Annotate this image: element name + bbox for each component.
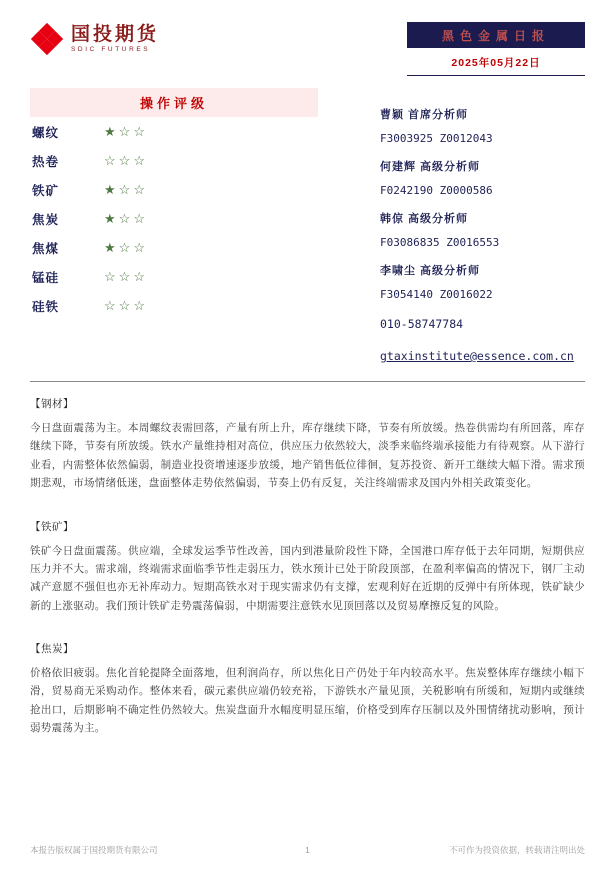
star-empty-icon: ☆ xyxy=(104,269,119,284)
report-title: 黑色金属日报 xyxy=(407,22,585,48)
header xyxy=(30,22,585,76)
star-empty-icon: ☆ xyxy=(118,124,134,139)
analyst-entry xyxy=(380,106,585,145)
section-body: 今日盘面震荡为主。本周螺纹表需回落，产量有所上升，库存继续下降，节奏有所放缓。热卷供需均有所回落，库存继续下降，节奏有所放缓。铁水产量维持相对高位，供应压力依然较大，淡季来临终端承接能力有待观察。从下游行业看，内需整体依然偏弱，制造业投资增速逐步放缓，地产销售低位徘徊，复苏投资、新开工继续大幅下滑。需求预期悲观，市场情绪低迷，盘面整体走势依然偏弱，节奏上仍有反复，关注终端需求及国内外相关政策变化。 xyxy=(30,422,585,490)
report-date: 2025年05月22日 xyxy=(407,48,585,76)
star-empty-icon: ☆ xyxy=(133,124,148,139)
report-section-coke xyxy=(30,641,585,738)
star-empty-icon: ☆ xyxy=(133,269,148,284)
star-empty-icon: ☆ xyxy=(118,240,134,255)
brand-name: 国投期货 xyxy=(71,23,160,45)
brand xyxy=(30,22,159,56)
ratings-panel xyxy=(30,88,318,365)
star-empty-icon: ☆ xyxy=(104,298,119,313)
rating-row xyxy=(30,233,318,262)
star-empty-icon: ☆ xyxy=(133,153,148,168)
star-filled-icon: ★ xyxy=(104,240,119,255)
analyst-codes: F03086835 Z0016553 xyxy=(380,236,500,249)
section-title: 【钢材】 xyxy=(30,398,74,410)
rating-stars xyxy=(104,241,148,254)
analyst-codes: F3003925 Z0012043 xyxy=(380,132,493,145)
report-section-iron-ore xyxy=(30,519,585,616)
rating-row xyxy=(30,204,318,233)
rating-product-name: 铁矿 xyxy=(32,183,60,198)
star-empty-icon: ☆ xyxy=(133,298,148,313)
section-body: 价格依旧疲弱。焦化首轮提降全面落地，但利润尚存，所以焦化日产仍处于年内较高水平。焦炭整体库存继续小幅下滑，贸易商无采购动作。整体来看，碳元素供应端仍较充裕，下游铁水产量见顶，关税影响有所缓和，短期内或继续抢出口，后期影响不确定性仍然较大。焦炭盘面升水幅度明显压缩，价格受到库存压制以及外围情绪扰动影响，预计弱势震荡为主。 xyxy=(30,667,585,735)
star-empty-icon: ☆ xyxy=(118,182,134,197)
report-section-steel xyxy=(30,396,585,493)
analyst-entry xyxy=(380,158,585,197)
star-filled-icon: ★ xyxy=(104,124,119,139)
footer xyxy=(30,844,585,856)
star-filled-icon: ★ xyxy=(104,211,119,226)
rating-stars xyxy=(104,212,148,225)
analyst-name: 李啸尘 高级分析师 xyxy=(380,265,481,277)
analyst-codes: F3054140 Z0016022 xyxy=(380,288,493,301)
rating-product-name: 锰硅 xyxy=(32,270,60,285)
rating-row xyxy=(30,262,318,291)
analyst-entry xyxy=(380,210,585,249)
star-empty-icon: ☆ xyxy=(118,269,134,284)
rating-product-name: 焦炭 xyxy=(32,212,60,227)
brand-logo-icon xyxy=(30,22,64,56)
star-empty-icon: ☆ xyxy=(133,240,148,255)
star-empty-icon: ☆ xyxy=(118,298,134,313)
analyst-name: 曹颖 首席分析师 xyxy=(380,109,469,121)
ratings-title: 操作评级 xyxy=(30,88,318,117)
brand-subtitle: SDIC FUTURES xyxy=(71,46,151,54)
contact-email-link[interactable]: gtaxinstitute@essence.com.cn xyxy=(380,349,574,363)
rating-row xyxy=(30,117,318,146)
rating-row xyxy=(30,146,318,175)
section-title: 【焦炭】 xyxy=(30,643,74,655)
rating-stars xyxy=(104,183,148,196)
section-body: 铁矿今日盘面震荡。供应端，全球发运季节性改善，国内到港量阶段性下降，全国港口库存低于去年同期，短期供应压力并不大。需求端，终端需求面临季节性走弱压力，铁水预计已处于阶段顶部，在盈利率偏高的情况下，钢厂主动减产意愿不强但也亦无补库动力。短期高铁水对于现实需求仍有支撑，宏观利好在近期的反弹中有所体现，铁矿缺少新的上涨驱动。我们预计铁矿走势震荡偏弱，中期需要注意铁水见顶回落以及贸易摩擦反复的风险。 xyxy=(30,544,585,612)
footer-copyright: 本报告版权属于国投期货有限公司 xyxy=(30,845,158,855)
analysts-panel xyxy=(380,88,585,365)
star-empty-icon: ☆ xyxy=(133,211,148,226)
star-empty-icon: ☆ xyxy=(104,153,119,168)
report-body xyxy=(30,396,585,738)
section-title: 【铁矿】 xyxy=(30,520,74,533)
report-head xyxy=(407,22,585,76)
star-empty-icon: ☆ xyxy=(133,182,148,197)
analyst-codes: F0242190 Z0000586 xyxy=(380,184,493,197)
star-empty-icon: ☆ xyxy=(118,153,134,168)
columns xyxy=(30,88,585,365)
rating-row xyxy=(30,175,318,204)
rating-stars xyxy=(104,154,148,167)
rating-stars xyxy=(104,299,148,312)
rating-stars xyxy=(104,125,148,138)
analyst-name: 何建辉 高级分析师 xyxy=(380,161,481,173)
analyst-entry xyxy=(380,262,585,301)
brand-text xyxy=(71,25,159,54)
contact-phone: 010-58747784 xyxy=(380,317,464,331)
star-empty-icon: ☆ xyxy=(118,211,134,226)
rating-row xyxy=(30,291,318,320)
rating-product-name: 硅铁 xyxy=(32,299,60,314)
rating-product-name: 焦煤 xyxy=(32,241,60,256)
rating-product-name: 螺纹 xyxy=(32,125,60,140)
footer-page-number: 1 xyxy=(305,845,310,855)
footer-disclaimer: 不可作为投资依据，转载请注明出处 xyxy=(448,845,585,855)
rating-product-name: 热卷 xyxy=(32,154,60,169)
star-filled-icon: ★ xyxy=(104,182,119,197)
header-divider xyxy=(30,381,585,382)
rating-stars xyxy=(104,270,148,283)
analyst-name: 韩倞 高级分析师 xyxy=(380,213,469,225)
contact-block xyxy=(380,317,585,365)
